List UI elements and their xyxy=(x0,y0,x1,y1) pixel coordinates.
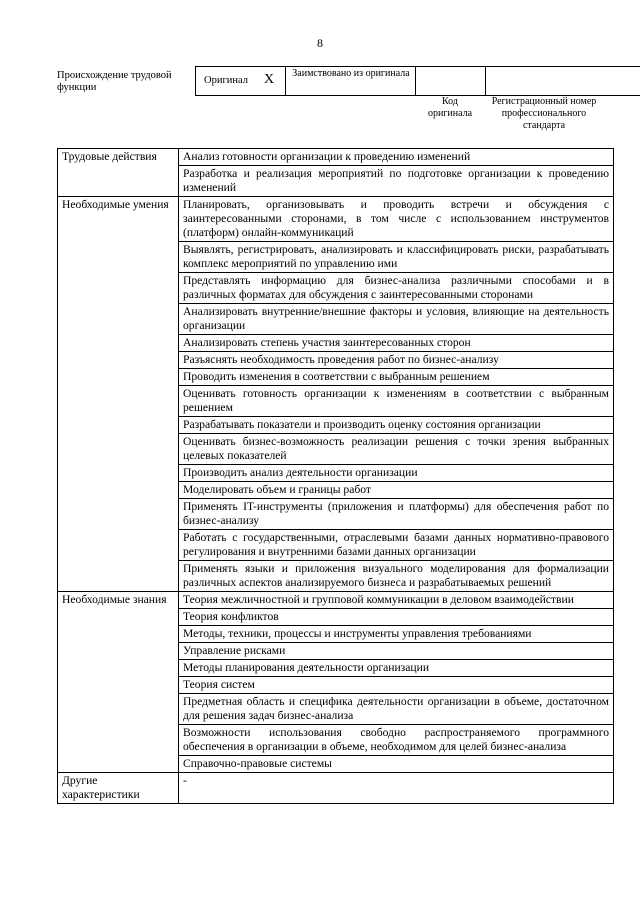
origin-block xyxy=(57,66,617,96)
origin-label: Происхождение трудовой функции xyxy=(57,70,172,93)
section-item: Методы планирования деятельности организации xyxy=(179,660,614,677)
section-item: Работать с государственными, отраслевыми базами данных нормативно-правового регулирования и внутренними базами данных организации xyxy=(179,530,614,561)
section-heading: Необходимые знания xyxy=(58,592,179,773)
table-row xyxy=(58,197,614,242)
borrowed-label: Заимствовано из оригинала xyxy=(292,68,410,79)
section-item: Применять IT-инструменты (приложения и платформы) для обеспечения работ по бизнес-анализу xyxy=(179,499,614,530)
section-item: Анализировать степень участия заинтересованных сторон xyxy=(179,335,614,352)
section-item: Анализ готовности организации к проведению изменений xyxy=(179,149,614,166)
section-item: Разработка и реализация мероприятий по подготовке организации к проведению изменений xyxy=(179,166,614,197)
original-mark: X xyxy=(264,72,275,87)
borrowed-cell xyxy=(286,67,416,95)
section-item: Управление рисками xyxy=(179,643,614,660)
section-item: Оценивать бизнес-возможность реализации решения с точки зрения выбранных целевых показателей xyxy=(179,434,614,465)
table-row xyxy=(58,592,614,609)
section-item: Представлять информацию для бизнес-анализа различными способами и в различных форматах для обсуждения с заинтересованными сторонами xyxy=(179,273,614,304)
caption-reg: Регистрационный номер профессионального стандарта xyxy=(491,96,597,131)
original-mark-cell xyxy=(256,67,286,95)
section-item: Теория межличностной и групповой коммуникации в деловом взаимодействии xyxy=(179,592,614,609)
section-item: Анализировать внутренние/внешние факторы и условия, влияющие на деятельность организации xyxy=(179,304,614,335)
origin-table xyxy=(195,66,640,96)
section-item: Разрабатывать показатели и производить оценку состояния организации xyxy=(179,417,614,434)
section-item: Теория систем xyxy=(179,677,614,694)
section-heading: Необходимые умения xyxy=(58,197,179,592)
section-item: Справочно-правовые системы xyxy=(179,756,614,773)
section-item: Выявлять, регистрировать, анализировать и классифицировать риски, разрабатывать комплекс мероприятий по управлению ими xyxy=(179,242,614,273)
section-item: Возможности использования свободно распространяемого программного обеспечения в организации в объеме, необходимом для целей бизнес-анализа xyxy=(179,725,614,756)
caption-code: Код оригинала xyxy=(427,96,473,119)
section-heading: Трудовые действия xyxy=(58,149,179,197)
section-item: Применять языки и приложения визуального моделирования для формализации различных аспектов анализируемого бизнеса и разрабатываемых решений xyxy=(179,561,614,592)
section-item: Разъяснять необходимость проведения работ по бизнес-анализу xyxy=(179,352,614,369)
section-item: Методы, техники, процессы и инструменты управления требованиями xyxy=(179,626,614,643)
section-item: Предметная область и специфика деятельности организации в объеме, достаточном для решения задач бизнес-анализа xyxy=(179,694,614,725)
section-heading: Другие характеристики xyxy=(58,773,179,804)
function-table xyxy=(57,148,614,804)
code-cell xyxy=(416,67,486,95)
section-item: Планировать, организовывать и проводить встречи и обсуждения с заинтересованными сторонами, в том числе с использованием инструментов (платформ) онлайн-коммуникаций xyxy=(179,197,614,242)
reg-number-cell xyxy=(486,67,640,95)
table-row xyxy=(58,773,614,804)
page-number: 8 xyxy=(317,36,323,50)
section-item: Теория конфликтов xyxy=(179,609,614,626)
section-item: Оценивать готовность организации к изменениям в соответствии с выбранным решением xyxy=(179,386,614,417)
original-label: Оригинал xyxy=(204,75,248,86)
section-item: Моделировать объем и границы работ xyxy=(179,482,614,499)
section-item: Производить анализ деятельности организации xyxy=(179,465,614,482)
section-item: Проводить изменения в соответствии с выбранным решением xyxy=(179,369,614,386)
section-item: - xyxy=(179,773,614,804)
table-row xyxy=(58,149,614,166)
